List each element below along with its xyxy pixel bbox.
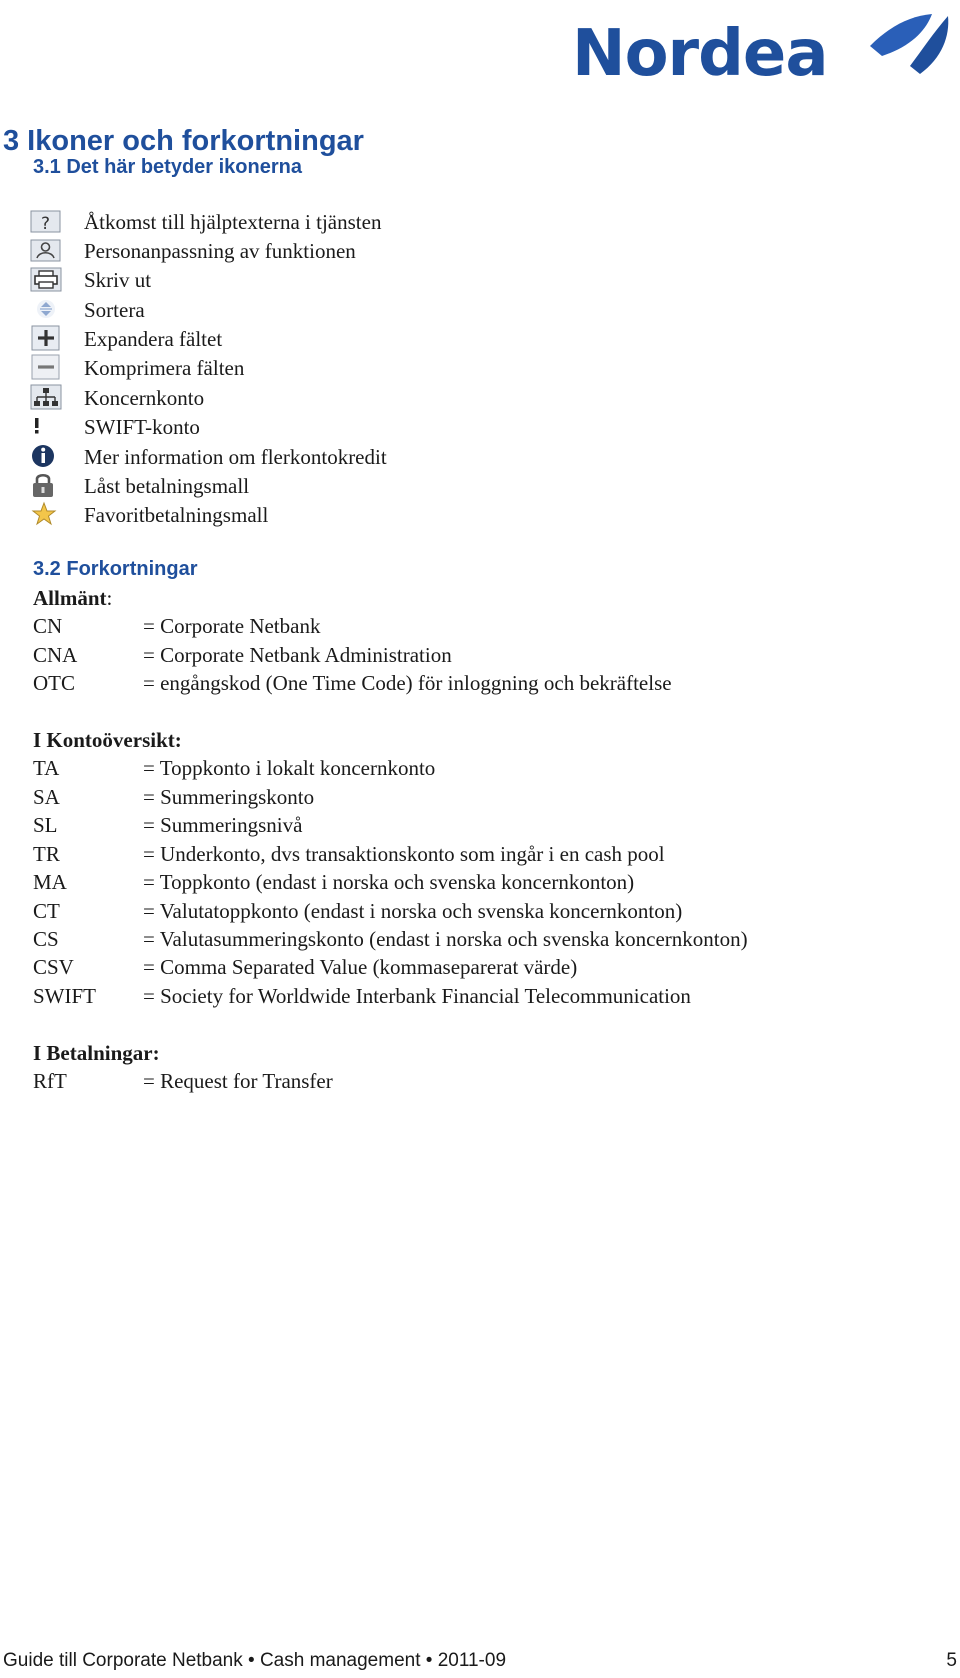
group-title [33,726,182,754]
exclamation-icon [30,413,62,439]
list-item [30,323,730,354]
abbr-row [33,669,933,699]
abbr-key: RfT [33,1069,67,1093]
info-icon [30,443,62,469]
abbr-definition: = Underkonto, dvs transaktionskonto som ingår i en cash pool [143,842,665,866]
abbr-key: CS [33,927,59,951]
abbr-definition: = Summeringsnivå [143,813,303,837]
list-item [30,441,730,472]
list-item [30,470,730,501]
abbr-key: TR [33,842,60,866]
abbr-definition: = Request for Transfer [143,1069,333,1093]
abbr-definition: = Valutatoppkonto (endast i norska och svenska koncernkonton) [143,899,683,923]
logo-wordmark: Nordea [572,17,828,91]
list-item-label: Koncernkonto [84,386,205,410]
nordea-logo [572,6,952,90]
group-title-text: I Kontoöversikt: [33,728,182,752]
list-item-label: SWIFT-konto [84,415,200,439]
sail-icon [860,6,952,90]
list-item [30,235,730,266]
star-icon [30,501,62,527]
abbr-row [33,982,933,1012]
abbr-key: CN [33,614,63,638]
collapse-icon [30,354,62,380]
section-icons-title: 3.1 Det här betyder ikonerna [33,156,302,178]
list-item-label: Mer information om flerkontokredit [84,445,387,469]
abbr-definition: = Corporate Netbank [143,614,321,638]
abbr-key: TA [33,756,60,780]
abbr-definition: = engångskod (One Time Code) för inloggning och bekräftelse [143,671,672,695]
abbr-key: CNA [33,643,78,667]
list-item [30,264,730,295]
abbr-key: CT [33,899,60,923]
help-icon [30,208,62,234]
list-item-label: Låst betalningsmall [84,474,250,498]
list-item-label: Komprimera fälten [84,356,245,380]
abbr-row [33,641,933,671]
list-item [30,382,730,413]
abbr-key: SA [33,785,60,809]
svg-text:?: ? [40,214,51,234]
list-item-label: Åtkomst till hjälptexterna i tjänsten [84,210,382,234]
user-settings-icon [30,237,62,263]
abbr-key: SWIFT [33,984,96,1008]
abbr-key: MA [33,870,67,894]
abbr-row [33,868,933,898]
group-title [33,584,112,612]
footer-text: Guide till Corporate Netbank • Cash management • 2011-09 [3,1650,507,1671]
page-footer [3,1650,957,1672]
group-title-text: I Betalningar: [33,1041,160,1065]
abbr-row [33,783,933,813]
abbr-key: SL [33,813,58,837]
group-title-colon: : [106,586,113,610]
list-item [30,499,730,530]
sort-icon [30,296,62,322]
abbr-definition: = Valutasummeringskonto (endast i norska och svenska koncernkonton) [143,927,748,951]
page-number: 5 [946,1650,957,1671]
list-item-label: Sortera [84,298,145,322]
abbr-key: OTC [33,671,75,695]
expand-icon [30,325,62,351]
list-item [30,206,730,237]
list-item-label: Favoritbetalningsmall [84,503,269,527]
abbr-row [33,754,933,784]
abbr-row [33,811,933,841]
abbr-definition: = Summeringskonto [143,785,315,809]
list-item [30,411,730,442]
group-title [33,1039,160,1067]
list-item [30,352,730,383]
list-item-label: Skriv ut [84,268,152,292]
abbr-row [33,840,933,870]
abbr-row [33,953,933,983]
abbr-row [33,925,933,955]
abbr-row [33,897,933,927]
abbr-definition: = Comma Separated Value (kommaseparerat värde) [143,955,578,979]
list-item-label: Expandera fältet [84,327,223,351]
abbr-definition: = Toppkonto (endast i norska och svenska koncernkonton) [143,870,635,894]
abbr-definition: = Corporate Netbank Administration [143,643,452,667]
abbr-key: CSV [33,955,74,979]
lock-icon [30,472,62,498]
abbr-row [33,612,933,642]
page-heading: 3 Ikoner och forkortningar [3,125,364,157]
abbr-definition: = Society for Worldwide Interbank Financial Telecommunication [143,984,691,1008]
list-item-label: Personanpassning av funktionen [84,239,356,263]
list-item [30,294,730,325]
abbr-definition: = Toppkonto i lokalt koncernkonto [143,756,436,780]
abbr-row [33,1067,933,1097]
printer-icon [30,266,62,292]
hierarchy-icon [30,384,62,410]
group-title-text: Allmänt [33,586,107,610]
section-abbr-title: 3.2 Forkortningar [33,558,198,580]
